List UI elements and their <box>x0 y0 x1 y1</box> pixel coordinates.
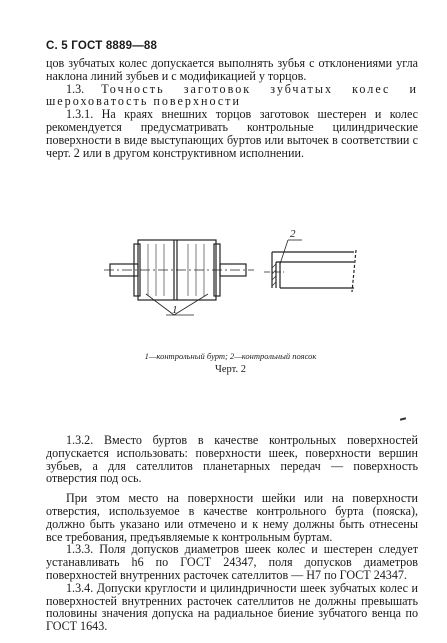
figure-legend: 1—контрольный бурт; 2—контрольный поясок <box>144 351 317 361</box>
section-number: 1.3. <box>66 81 85 96</box>
text-block-bottom <box>46 434 418 633</box>
paragraph-1-3-1: 1.3.1. На краях внешних торцов заготовок шестерен и колес рекомендуется предусматривать контрольные цилиндрические поверхности в виде выступающих буртов или выточек в соответствии с черт. 2 или в другом конструктивном исполнении. <box>46 107 418 160</box>
label-1: 1 <box>172 304 178 316</box>
paragraph-note: При этом место на поверхности шейки или на поверхности отверстия, используемое в качестве контрольного бурта (пояска), должно быть указано или отмечено и к нему должны быть отнесены все требования, предъявляемые к контрольным буртам. <box>46 491 418 544</box>
paragraph-1-3-4: 1.3.4. Допуски круглости и цилиндричности шеек зубчатых колес и поверхностей внутренних расточек сателлитов не должны превышать половины значения допуска на радиальное биение зубчатого венца по ГОСТ 1643. <box>46 580 418 634</box>
section-title: Точность заготовок зубчатых колес и шероховатость поверхности <box>46 81 418 109</box>
page-header: С. 5 ГОСТ 8889—88 <box>46 40 158 52</box>
text-block-top <box>46 57 418 159</box>
margin-mark <box>400 417 406 420</box>
paragraph-1-3-3: 1.3.3. Поля допусков диаметров шеек колес и шестерен следует устанавливать h6 по ГОСТ 24347, поля допусков диаметров поверхностей внутренних расточек сателлитов — H7 по ГОСТ 24347. <box>46 542 418 582</box>
label-2: 2 <box>290 228 296 240</box>
drawing-figure-2 <box>104 222 364 347</box>
paragraph-1-3-2: 1.3.2. Вместо буртов в качестве контрольных поверхностей допускается использовать: поверхности шеек, поверхности вершин зубьев, а для сателлитов планетарных передач — поверхность отверстия под ось. <box>46 433 418 486</box>
section-heading-1-3 <box>46 83 418 109</box>
paragraph-continuation: цов зубчатых колес допускается выполнять зубья с отклонениями угла наклона линий зубьев и с модификацией у торцов. <box>46 56 418 83</box>
figure-title: Черт. 2 <box>215 364 246 375</box>
